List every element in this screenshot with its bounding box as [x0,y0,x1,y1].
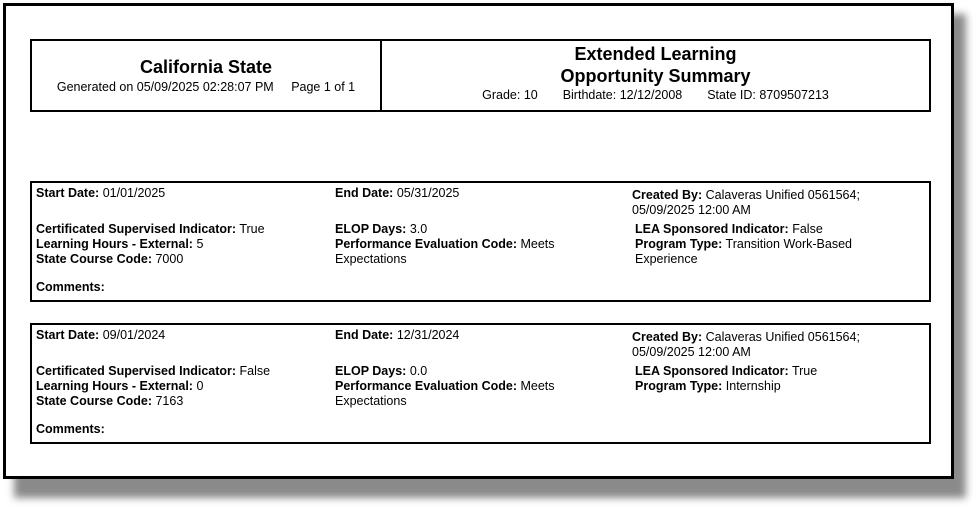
state-course-value: 7000 [155,252,184,266]
learning-hours-label: Learning Hours - External: [36,379,193,393]
detail-column-2 [335,222,555,267]
org-name: California State [139,57,273,77]
lea-label: LEA Sponsored Indicator: [635,364,789,378]
program-type-label: Program Type: [635,237,723,251]
program-type-value-cont: Experience [635,252,698,266]
certificated-value: False [239,364,271,378]
end-date-value: 12/31/2024 [396,328,460,342]
state-course-label: State Course Code: [36,252,152,266]
grade-value: 10 [523,88,538,102]
certificated-label: Certificated Supervised Indicator: [36,222,237,236]
start-date-value: 09/01/2024 [102,328,166,342]
learning-hours-value: 0 [196,379,204,393]
report-title-line1: Extended Learning [574,44,737,64]
page-indicator: Page 1 of 1 [291,80,356,94]
performance-value: Meets [520,379,555,393]
comments-label: Comments: [36,280,105,294]
state-id-label: State ID: [707,88,756,102]
start-date-value: 01/01/2025 [102,186,166,200]
detail-column-3 [635,222,852,267]
comments-field [36,280,105,295]
end-date-label: End Date: [335,328,394,342]
learning-hours-label: Learning Hours - External: [36,237,193,251]
created-by-field [632,188,860,218]
detail-column-1 [36,364,270,409]
start-date-field [36,328,165,343]
created-by-value: Calaveras Unified 0561564; [705,330,860,344]
created-at-value: 05/09/2025 12:00 AM [632,203,751,217]
generated-label: Generated on [56,80,134,94]
elop-days-label: ELOP Days: [335,222,407,236]
end-date-field [335,186,459,201]
start-date-label: Start Date: [36,328,100,342]
header-org-panel [32,41,382,110]
created-at-value: 05/09/2025 12:00 AM [632,345,751,359]
certificated-value: True [239,222,265,236]
lea-value: True [791,364,818,378]
program-type-value: Transition Work-Based [725,237,852,251]
detail-column-1 [36,222,265,267]
detail-column-2 [335,364,555,409]
performance-value: Meets [520,237,555,251]
performance-value-cont: Expectations [335,394,407,408]
generated-value: 05/09/2025 02:28:07 PM [136,80,274,94]
report-title-line2: Opportunity Summary [560,66,751,86]
report-header [30,39,931,112]
end-date-value: 05/31/2025 [396,186,460,200]
comments-label: Comments: [36,422,105,436]
performance-label: Performance Evaluation Code: [335,237,517,251]
elo-record [30,181,931,302]
created-by-value: Calaveras Unified 0561564; [705,188,860,202]
start-date-field [36,186,165,201]
generated-line [32,80,380,95]
created-by-label: Created By: [632,188,703,202]
state-course-label: State Course Code: [36,394,152,408]
lea-value: False [792,222,823,236]
end-date-label: End Date: [335,186,394,200]
state-course-value: 7163 [155,394,184,408]
elo-record [30,323,931,444]
performance-value-cont: Expectations [335,252,407,266]
comments-field [36,422,105,437]
lea-label: LEA Sponsored Indicator: [635,222,789,236]
report-page [3,3,954,479]
performance-label: Performance Evaluation Code: [335,379,517,393]
grade-label: Grade: [482,88,521,102]
header-title-panel [382,41,929,110]
program-type-value: Internship [725,379,781,393]
elop-days-value: 0.0 [409,364,428,378]
created-by-label: Created By: [632,330,703,344]
state-id-value: 8709507213 [759,88,829,102]
created-by-field [632,330,860,360]
birthdate-value: 12/12/2008 [619,88,683,102]
program-type-label: Program Type: [635,379,723,393]
elop-days-label: ELOP Days: [335,364,407,378]
birthdate-label: Birthdate: [562,88,617,102]
student-info [382,88,929,103]
certificated-label: Certificated Supervised Indicator: [36,364,237,378]
learning-hours-value: 5 [196,237,204,251]
elop-days-value: 3.0 [409,222,428,236]
end-date-field [335,328,459,343]
start-date-label: Start Date: [36,186,100,200]
detail-column-3 [635,364,817,394]
